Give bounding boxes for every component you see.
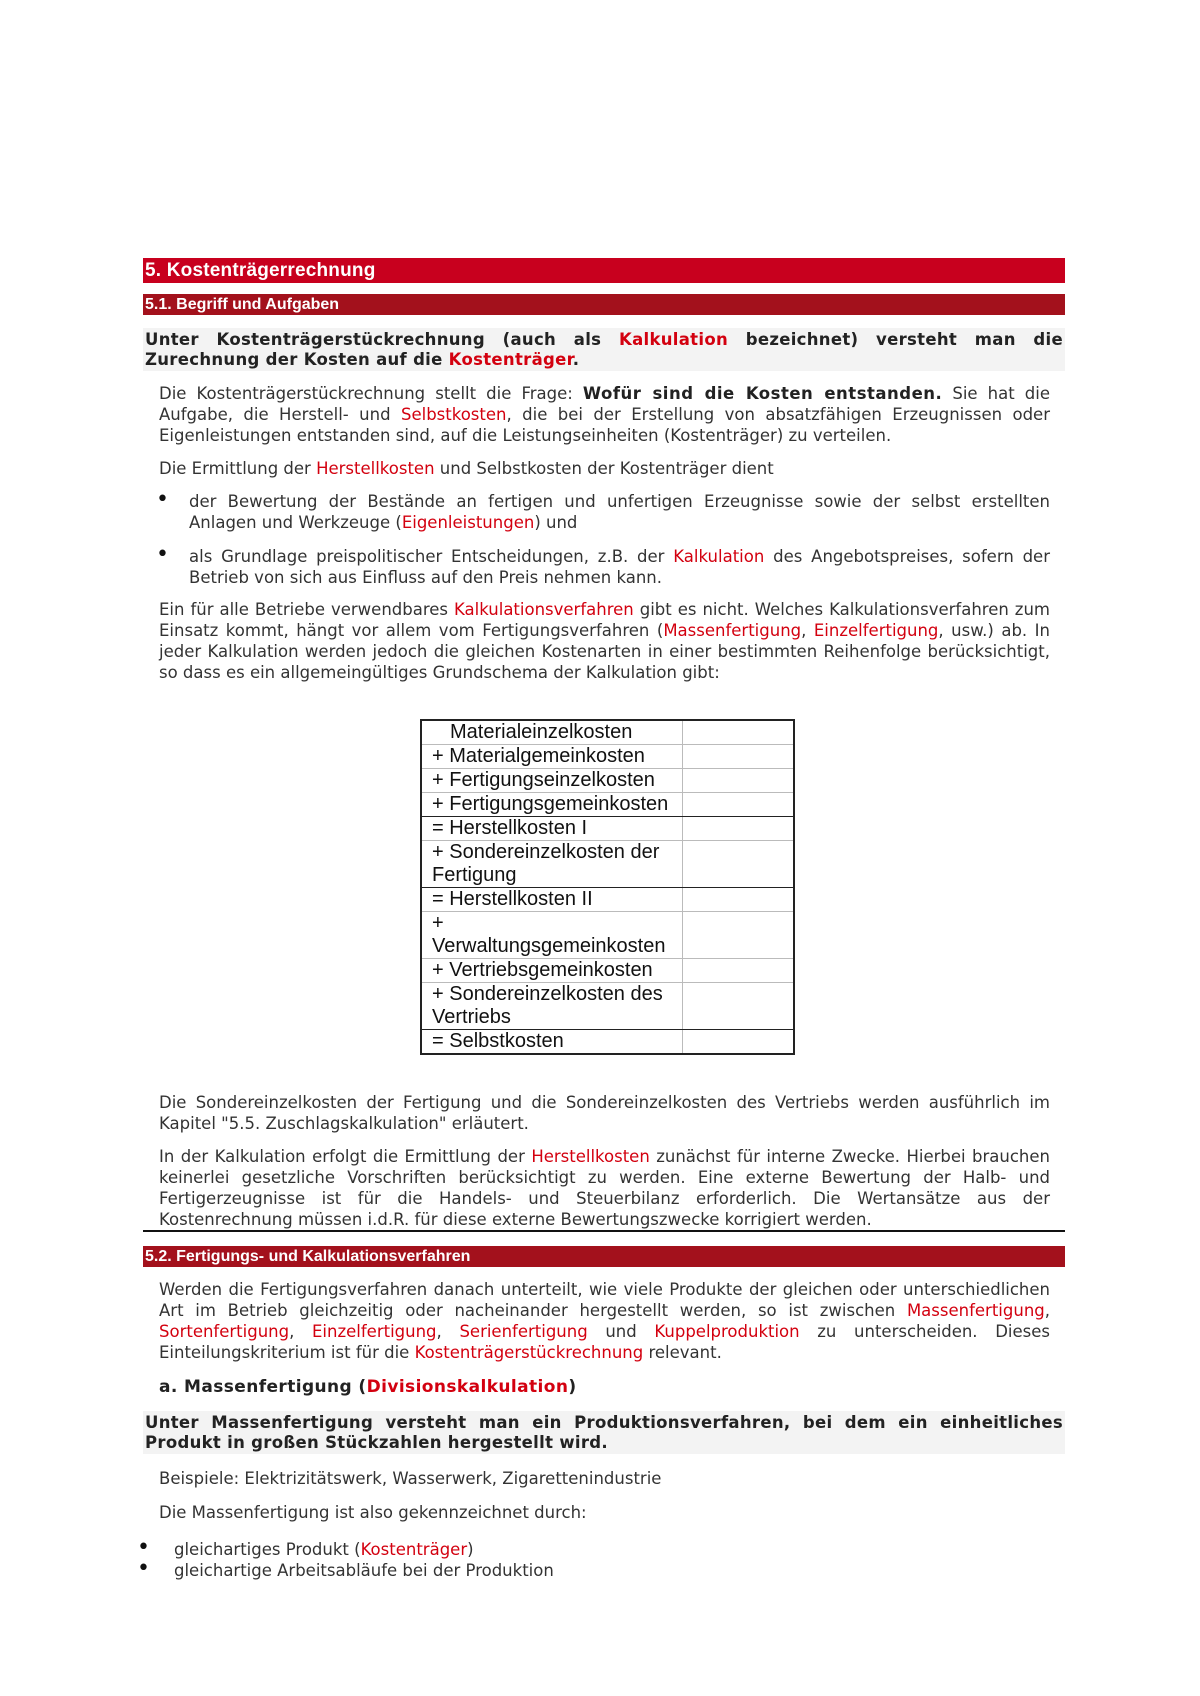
table-row — [421, 745, 794, 769]
table-row — [421, 912, 794, 959]
link-eigenleistungen[interactable]: Eigenleistungen — [401, 513, 535, 532]
calculation-scheme — [420, 719, 1065, 1055]
paragraph: Werden die Fertigungsverfahren danach unterteilt, wie viele Produkte der gleichen oder unterschiedlichen Art im Betrieb gleichzeitig oder nacheinander hergestellt werden, so ist zwischen Massenfertigung, Sortenfertigung, Einzelfertigung, Serienfertigung und Kuppelproduktion zu unterscheiden. Dieses Einteilungskriterium ist für die Kostenträgerstückrechnung relevant. — [159, 1280, 1050, 1362]
paragraph: Die Kostenträgerstückrechnung stellt die Frage: Wofür sind die Kosten entstanden. Sie hat die Aufgabe, die Herstell- und Selbstkosten, die bei der Erstellung von absatzfähigen Erzeugnissen oder Eigenleistungen entstanden sind, auf die Leistungseinheiten (Kostenträger) zu verteilen. — [159, 384, 1050, 445]
paragraph: Ein für alle Betriebe verwendbares Kalkulationsverfahren gibt es nicht. Welches Kalkulationsverfahren zum Einsatz kommt, hängt vor allem vom Fertigungsverfahren (Massenfertigung, Einzelfertigung, usw.) ab. In jeder Kalkulation werden jedoch die gleichen Kostenarten in einer bestimmten Reihenfolge berücksichtigt, so dass es ein allgemeingültiges Grundschema der Kalkulation gibt: — [159, 600, 1050, 682]
paragraph: Die Sondereinzelkosten der Fertigung und die Sondereinzelkosten des Vertriebs werden ausführlich im Kapitel "5.5. Zuschlagskalkulation" erläutert. — [159, 1093, 1050, 1133]
link-serienfertigung[interactable]: Serienfertigung — [459, 1322, 588, 1341]
calculation-table — [420, 719, 795, 1055]
paragraph: In der Kalkulation erfolgt die Ermittlung der Herstellkosten zunächst für interne Zwecke. Hierbei brauchen keinerlei gesetzliche Vorschriften berücksichtigt zu werden. Eine externe Bewertung der Halb- und Fertigerzeugnisse ist für die Handels- und Steuerbilanz erforderlich. Die Wertansätze aus der Kostenrechnung müssen i.d.R. für diese externe Bewertungszwecke korrigiert werden. — [159, 1147, 1050, 1229]
table-row — [421, 1030, 794, 1055]
link-selbstkosten[interactable]: Selbstkosten — [400, 405, 507, 424]
divider — [143, 1230, 1065, 1232]
subsection-heading-5-1: 5.1. Begriff und Aufgaben — [143, 294, 1065, 315]
table-row — [421, 817, 794, 841]
table-cell: + Sondereinzelkosten der Fertigung — [421, 841, 683, 888]
table-row — [421, 769, 794, 793]
table-row — [421, 793, 794, 817]
table-cell: Materialeinzelkosten — [421, 720, 683, 745]
list-item: • gleichartige Arbeitsabläufe bei der Produktion — [143, 1560, 1065, 1581]
link-divisionskalkulation[interactable]: Divisionskalkulation — [366, 1377, 569, 1397]
link-kostentraeger[interactable]: Kostenträger — [360, 1540, 468, 1559]
table-cell: = Selbstkosten — [421, 1030, 683, 1055]
link-kostentraegerstueckrechnung[interactable]: Kostenträgerstückrechnung — [414, 1343, 644, 1362]
link-kuppelproduktion[interactable]: Kuppelproduktion — [654, 1322, 800, 1341]
link-einzelfertigung[interactable]: Einzelfertigung — [813, 621, 939, 640]
paragraph: Die Massenfertigung ist also gekennzeichnet durch: — [159, 1503, 587, 1522]
document-page — [143, 258, 1065, 1581]
table-cell: + Vertriebsgemeinkosten — [421, 959, 683, 983]
link-einzelfertigung[interactable]: Einzelfertigung — [312, 1322, 437, 1341]
table-cell: + Fertigungsgemeinkosten — [421, 793, 683, 817]
link-kalkulation[interactable]: Kalkulation — [619, 330, 729, 349]
link-herstellkosten[interactable]: Herstellkosten — [316, 459, 435, 478]
table-cell: + Materialgemeinkosten — [421, 745, 683, 769]
table-cell: = Herstellkosten II — [421, 888, 683, 912]
table-row — [421, 888, 794, 912]
list-item: • als Grundlage preispolitischer Entscheidungen, z.B. der Kalkulation des Angebotspreises, sofern der Betrieb von sich aus Einfluss auf den Preis nehmen kann. — [159, 546, 1050, 588]
bullet-list — [159, 491, 1050, 588]
table-row — [421, 720, 794, 745]
table-cell: = Herstellkosten I — [421, 817, 683, 841]
table-cell: + Verwaltungsgemeinkosten — [421, 912, 683, 959]
link-herstellkosten[interactable]: Herstellkosten — [531, 1147, 650, 1166]
link-massenfertigung[interactable]: Massenfertigung — [663, 621, 802, 640]
paragraph: Beispiele: Elektrizitätswerk, Wasserwerk, Zigarettenindustrie — [159, 1469, 662, 1488]
bullet-list — [143, 1539, 1065, 1581]
table-row — [421, 959, 794, 983]
subsection-heading-5-2: 5.2. Fertigungs- und Kalkulationsverfahren — [143, 1246, 1065, 1267]
table-row — [421, 983, 794, 1030]
link-kalkulationsverfahren[interactable]: Kalkulationsverfahren — [454, 600, 634, 619]
list-item: • der Bewertung der Bestände an fertigen und unfertigen Erzeugnisse sowie der selbst erstellten Anlagen und Werkzeuge (Eigenleistungen) und — [159, 491, 1050, 533]
table-row — [421, 841, 794, 888]
paragraph: Die Ermittlung der Herstellkosten und Selbstkosten der Kostenträger dient — [159, 459, 774, 478]
table-cell: + Fertigungseinzelkosten — [421, 769, 683, 793]
definition-box: Unter Kostenträgerstückrechnung (auch als Kalkulation bezeichnet) versteht man die Zurechnung der Kosten auf die Kostenträger. — [145, 330, 1063, 369]
link-massenfertigung[interactable]: Massenfertigung — [906, 1301, 1045, 1320]
link-kalkulation[interactable]: Kalkulation — [673, 547, 765, 566]
definition-box: Unter Massenfertigung versteht man ein Produktionsverfahren, bei dem ein einheitliches Produkt in großen Stückzahlen hergestellt wird. — [145, 1413, 1063, 1452]
section-heading: 5. Kostenträgerrechnung — [143, 258, 1065, 283]
link-kostentraeger[interactable]: Kostenträger — [448, 350, 573, 369]
heading-massenfertigung: a. Massenfertigung (Divisionskalkulation) — [159, 1377, 577, 1397]
table-cell: + Sondereinzelkosten des Vertriebs — [421, 983, 683, 1030]
list-item: • gleichartiges Produkt (Kostenträger) — [143, 1539, 1065, 1560]
link-sortenfertigung[interactable]: Sortenfertigung — [159, 1322, 290, 1341]
